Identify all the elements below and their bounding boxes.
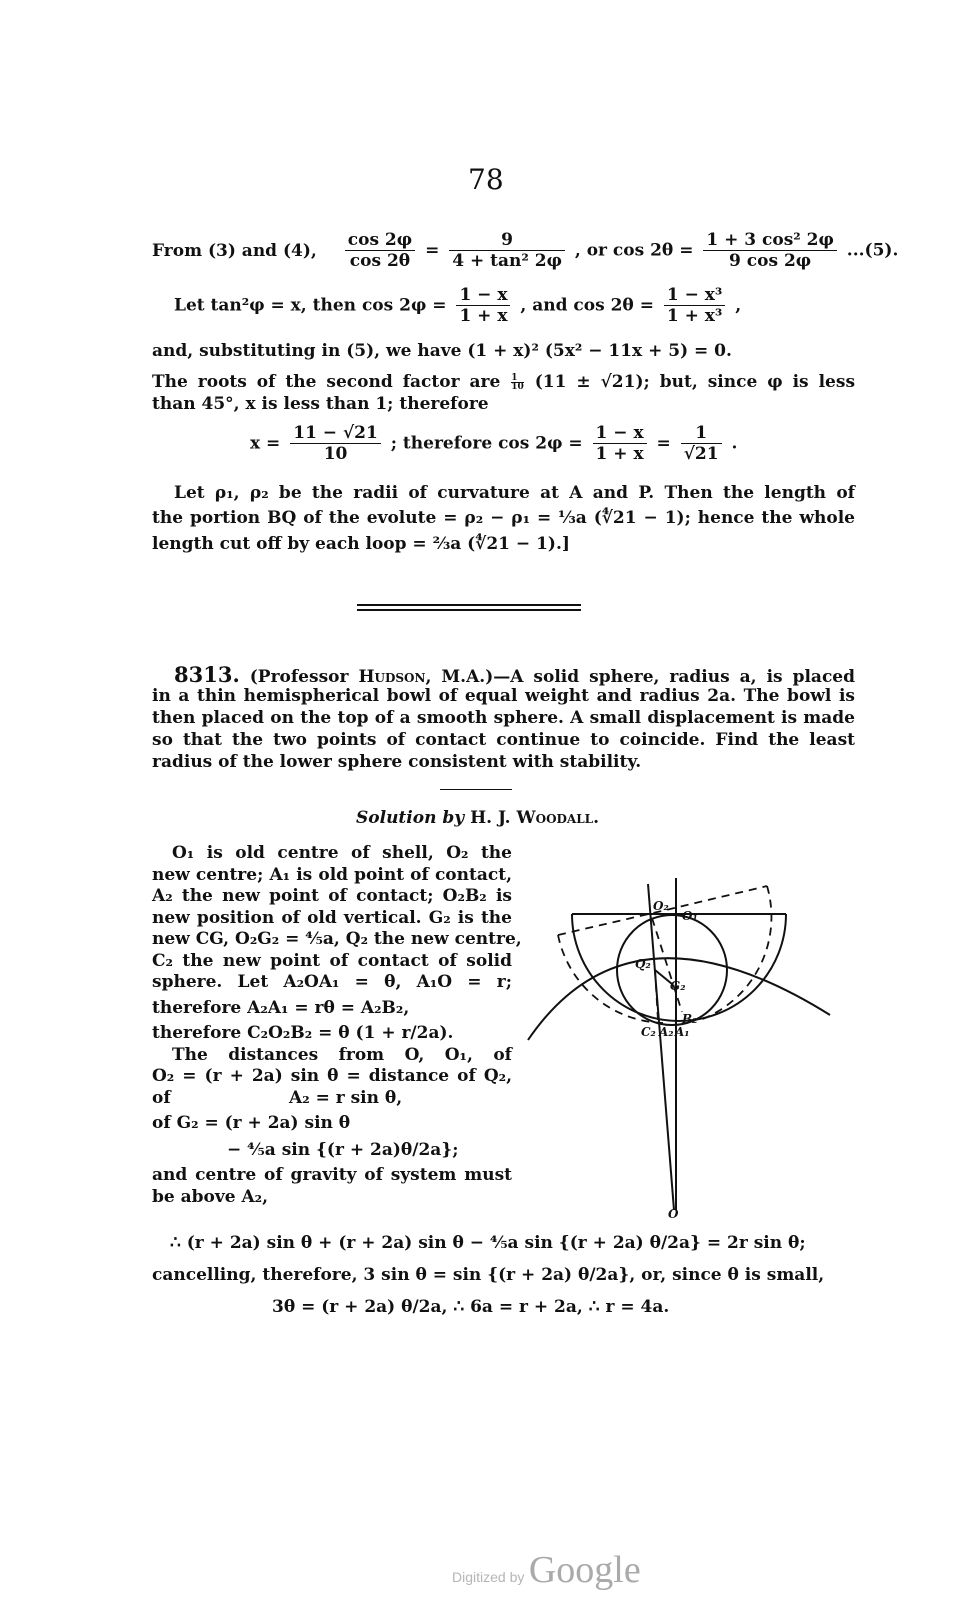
solution-line: The distances from O, O₁, of (172, 1044, 512, 1065)
eq5-lead: From (3) and (4), (152, 240, 317, 261)
eq5-f3-num: 1 + 3 cos² 2φ (703, 230, 837, 251)
solution-line: and centre of gravity of system must (152, 1165, 512, 1185)
displaced-bowl-left (558, 935, 663, 1023)
solution-line: new CG, O₂G₂ = ⅘a, Q₂ the new centre, (152, 929, 522, 949)
digitized-watermark (452, 1548, 641, 1592)
eq5-f1-den: cos 2θ (349, 251, 411, 271)
label-a1: A₁ (675, 1025, 690, 1039)
problem-author-name: Hudson (358, 667, 426, 687)
roots-frac-den: 10 (511, 382, 524, 392)
roots-fraction (511, 374, 524, 391)
x-f2-num: 1 − x (593, 423, 647, 444)
label-a2: A₂ (659, 1025, 674, 1039)
x-eq: = (656, 433, 671, 454)
final-line-2: cancelling, therefore, 3 sin θ = sin {(r + 2a) θ/2a}, or, since θ is small, (152, 1265, 825, 1285)
label-o: O (668, 1207, 679, 1220)
roots-frac-num: 1 (511, 374, 524, 383)
label-b2: B₂ (682, 1012, 698, 1026)
x-fraction-2 (593, 423, 647, 464)
let-f2-den: 1 + x³ (666, 306, 723, 326)
eq5-fraction-3 (703, 230, 837, 271)
solution-line: therefore A₂A₁ = rθ = A₂B₂, (152, 997, 410, 1018)
displaced-bowl-right (700, 886, 771, 1020)
x-solution-line (250, 423, 770, 473)
eq5-f2-num: 9 (449, 230, 565, 251)
x-f3-den: √21 (683, 444, 719, 464)
eq5-fraction-2 (449, 230, 565, 271)
label-o2: O₂ (653, 899, 669, 913)
solution-line: new position of old vertical. G₂ is the (152, 907, 512, 928)
solution-line: O₁ is old centre of shell, O₂ the (172, 843, 512, 863)
solution-text (152, 843, 522, 1208)
final-line-1: ∴ (r + 2a) sin θ + (r + 2a) sin θ − ⅘a sin {(r + 2a) θ/2a} = 2r sin θ; (170, 1233, 806, 1253)
x-fraction-3 (681, 423, 722, 464)
problem-line-2: in a thin hemispherical bowl of equal weight and radius 2a. The bowl is (152, 686, 855, 706)
let-f2-num: 1 − x³ (664, 285, 726, 306)
x-fraction-1 (290, 423, 381, 464)
x-c: . (731, 433, 738, 454)
problem-number: 8313. (174, 662, 240, 687)
let-c: , (735, 295, 742, 316)
solution-by: Solution by (356, 808, 465, 828)
problem-line-5: radius of the lower sphere consistent with stability. (152, 752, 642, 772)
eq5-equals: = (425, 240, 440, 261)
let-fraction-2 (664, 285, 726, 326)
eq5-f2-den: 4 + tan² 2φ (452, 251, 562, 271)
solver-name: H. J. Woodall. (470, 808, 600, 828)
problem-author-post: , M.A.)—A solid sphere, radius a, is placed (425, 667, 855, 687)
solution-line: − ⅘a sin {(r + 2a)θ/2a}; (227, 1139, 459, 1160)
roots-line-1 (152, 371, 855, 393)
rho-line-2: the portion BQ of the evolute = ρ₂ − ρ₁ = ⅓a (∜21 − 1); hence the whole (152, 508, 855, 528)
x-f1-den: 10 (323, 444, 348, 464)
solution-line: C₂ the new point of contact of solid (152, 950, 512, 971)
solution-line: of A₂ = r sin θ, (152, 1087, 403, 1108)
x-a: x = (250, 433, 281, 454)
solution-line: O₂ = (r + 2a) sin θ = distance of Q₂, (152, 1066, 512, 1086)
x-f1-num: 11 − √21 (290, 423, 381, 444)
page-number: 78 (468, 163, 504, 196)
x-b: ; therefore cos 2φ = (390, 433, 583, 454)
eq5-mid: , or cos 2θ = (574, 240, 694, 261)
eq5-f1-num: cos 2φ (345, 230, 415, 251)
x-f3-num: 1 (681, 423, 722, 444)
solid-sphere (617, 915, 727, 1025)
solution-line: therefore C₂O₂B₂ = θ (1 + r/2a). (152, 1023, 454, 1043)
geometry-diagram (510, 840, 840, 1220)
let-b: , and cos 2θ = (520, 295, 654, 316)
let-f1-num: 1 − x (456, 285, 510, 306)
new-vertical-line (648, 884, 674, 1210)
solution-line: sphere. Let A₂OA₁ = θ, A₁O = r; (152, 972, 512, 992)
label-c2: C₂ (641, 1025, 656, 1039)
label-o1: O₁ (682, 909, 698, 923)
eq5-fraction-1 (345, 230, 415, 271)
solution-line: be above A₂, (152, 1186, 269, 1207)
section-separator (357, 604, 581, 611)
roots-b: (11 ± √21); but, since φ is less (534, 372, 856, 392)
eq5-f3-den: 9 cos 2φ (729, 251, 812, 271)
let-a: Let tan²φ = x, then cos 2φ = (174, 295, 447, 316)
problem-author-pre: (Professor (249, 667, 349, 687)
label-q2: Q₂ (635, 957, 651, 971)
x-f2-den: 1 + x (595, 444, 644, 464)
let-tan-line (174, 285, 855, 333)
digitized-by-text: Digitized by (452, 1569, 525, 1585)
final-line-3: 3θ = (r + 2a) θ/2a, ∴ 6a = r + 2a, ∴ r = 4a. (272, 1297, 670, 1317)
eq5-tag: ...(5). (846, 240, 899, 261)
roots-a: The roots of the second factor are (152, 372, 501, 392)
rho-line-1: Let ρ₁, ρ₂ be the radii of curvature at A and P. Then the length of (174, 483, 855, 503)
solution-line: new centre; A₁ is old point of contact, (152, 864, 512, 885)
label-g2: G₂ (670, 979, 686, 993)
equation-5 (152, 230, 899, 278)
roots-line-2: than 45°, x is less than 1; therefore (152, 394, 489, 414)
substitution-line: and, substituting in (5), we have (1 + x)² (5x² − 11x + 5) = 0. (152, 341, 732, 361)
short-rule (440, 789, 512, 790)
solution-line: of G₂ = (r + 2a) sin θ (152, 1113, 351, 1133)
problem-line-4: so that the two points of contact continue to coincide. Find the least (152, 730, 855, 750)
rho-line-3: length cut off by each loop = ⅔a (∜21 − 1).] (152, 534, 570, 554)
solution-heading (356, 808, 599, 828)
problem-line-3: then placed on the top of a smooth sphere. A small displacement is made (152, 708, 855, 728)
solution-line: A₂ the new point of contact; O₂B₂ is (152, 886, 512, 906)
let-fraction-1 (456, 285, 510, 326)
let-f1-den: 1 + x (459, 306, 508, 326)
google-logo: Google (528, 1549, 641, 1591)
